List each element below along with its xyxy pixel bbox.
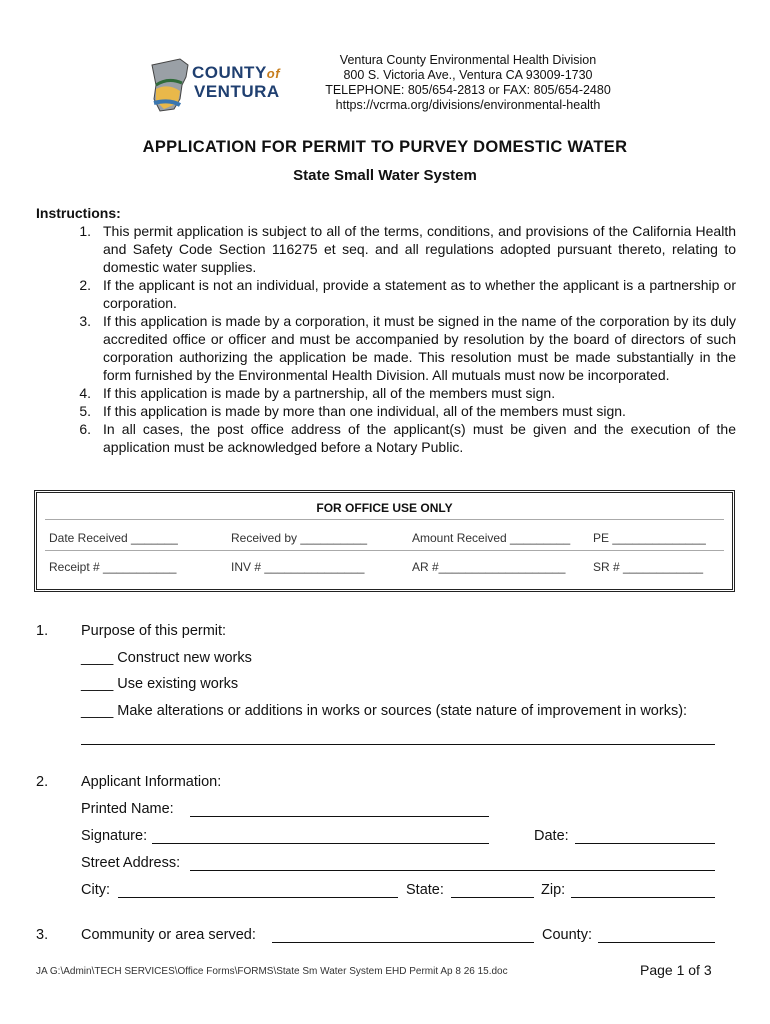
signature-field[interactable]: [152, 843, 489, 844]
instruction-text: If this application is made by a partnership, all of the members must sign.: [103, 385, 556, 401]
city-label: City:: [81, 882, 110, 898]
county-field[interactable]: [598, 942, 715, 943]
instruction-text: If the applicant is not an individual, provide a statement as to whether the applicant is a partnership or corporation.: [103, 277, 736, 311]
section-2-number: 2.: [36, 774, 49, 790]
logo-ventura-text: VENTURA: [194, 82, 280, 101]
purpose-label: Purpose of this permit:: [81, 623, 227, 639]
instruction-number: 6.: [79, 421, 91, 437]
document-title: APPLICATION FOR PERMIT TO PURVEY DOMESTIC WATER: [142, 138, 628, 156]
sr-number-field[interactable]: SR # ____________: [593, 560, 704, 574]
instruction-text: If this application is made by a corporation, it must be signed in the name of the corporation by its duly accredited office or officer and must be accompanied by resolution by the board of directors of such corporation authorizing the application be made. This resolution must be made substantially in the form furnished by the Environmental Health Division. All mutuals must now be incorporated.: [103, 313, 736, 383]
zip-field[interactable]: [571, 897, 715, 898]
section-1-number: 1.: [36, 623, 49, 639]
instruction-item: [36, 312, 736, 384]
instruction-number: 1.: [79, 223, 91, 239]
instruction-item: [36, 276, 736, 312]
office-divider: [45, 550, 724, 551]
receipt-number-field[interactable]: Receipt # ___________: [49, 560, 177, 574]
county-label: County:: [542, 927, 592, 943]
office-use-box: [34, 490, 735, 592]
printed-name-field[interactable]: [190, 816, 489, 817]
org-phone: TELEPHONE: 805/654-2813 or FAX: 805/654-2480: [325, 83, 611, 97]
office-divider: [45, 519, 724, 520]
file-path-footer: JA G:\Admin\TECH SERVICES\Office Forms\FORMS\State Sm Water System EHD Permit Ap 8 26 15.doc: [36, 966, 508, 977]
section-3-number: 3.: [36, 927, 49, 943]
street-address-field[interactable]: [190, 870, 715, 871]
instruction-text: This permit application is subject to all of the terms, conditions, and provisions of the California Health and Safety Code Section 116275 et seq. and all regulations adopted pursuant thereto, relating to domestic water supplies.: [103, 223, 736, 275]
page-number: Page 1 of 3: [640, 962, 712, 978]
document-subtitle: State Small Water System: [293, 167, 477, 184]
instruction-number: 4.: [79, 385, 91, 401]
applicant-info-label: Applicant Information:: [81, 774, 222, 790]
amount-received-field[interactable]: Amount Received _________: [412, 531, 571, 545]
community-field[interactable]: [272, 942, 534, 943]
instruction-item: [36, 420, 736, 456]
instruction-text: In all cases, the post office address of the applicant(s) must be given and the execution of the application must be acknowledged before a Notary Public.: [103, 421, 736, 455]
inv-number-field[interactable]: INV # _______________: [231, 560, 365, 574]
zip-label: Zip:: [541, 882, 566, 898]
office-use-heading: FOR OFFICE USE ONLY: [316, 501, 453, 515]
instruction-item: [36, 384, 736, 402]
purpose-option-construct[interactable]: ____ Construct new works: [81, 650, 252, 666]
instruction-item: [36, 222, 736, 276]
street-address-label: Street Address:: [81, 855, 181, 871]
date-label: Date:: [534, 828, 569, 844]
date-field[interactable]: [575, 843, 715, 844]
date-received-field[interactable]: Date Received _______: [49, 531, 178, 545]
community-label: Community or area served:: [81, 927, 256, 943]
signature-label: Signature:: [81, 828, 148, 844]
pe-field[interactable]: PE ______________: [593, 531, 706, 545]
received-by-field[interactable]: Received by __________: [231, 531, 368, 545]
org-url[interactable]: https://vcrma.org/divisions/environmental-health: [335, 98, 601, 112]
org-address: 800 S. Victoria Ave., Ventura CA 93009-1730: [343, 68, 593, 82]
logo-county-text: COUNTY: [192, 63, 267, 82]
city-field[interactable]: [118, 897, 398, 898]
county-logo: [150, 55, 285, 115]
instruction-item: [36, 402, 736, 420]
instructions-list: [36, 222, 736, 456]
instruction-number: 5.: [79, 403, 91, 419]
alterations-description-line[interactable]: [81, 744, 715, 745]
instruction-number: 2.: [79, 277, 91, 293]
state-label: State:: [406, 882, 444, 898]
ar-number-field[interactable]: AR #___________________: [412, 560, 566, 574]
instruction-text: If this application is made by more than one individual, all of the members must sign.: [103, 403, 626, 419]
instruction-number: 3.: [79, 313, 91, 329]
org-name: Ventura County Environmental Health Division: [339, 53, 597, 67]
state-field[interactable]: [451, 897, 534, 898]
logo-of-text: of: [266, 66, 281, 81]
instructions-heading: Instructions:: [36, 205, 121, 221]
purpose-option-alterations[interactable]: ____ Make alterations or additions in works or sources (state nature of improvement in works):: [81, 703, 688, 719]
printed-name-label: Printed Name:: [81, 801, 174, 817]
purpose-option-existing[interactable]: ____ Use existing works: [81, 676, 239, 692]
